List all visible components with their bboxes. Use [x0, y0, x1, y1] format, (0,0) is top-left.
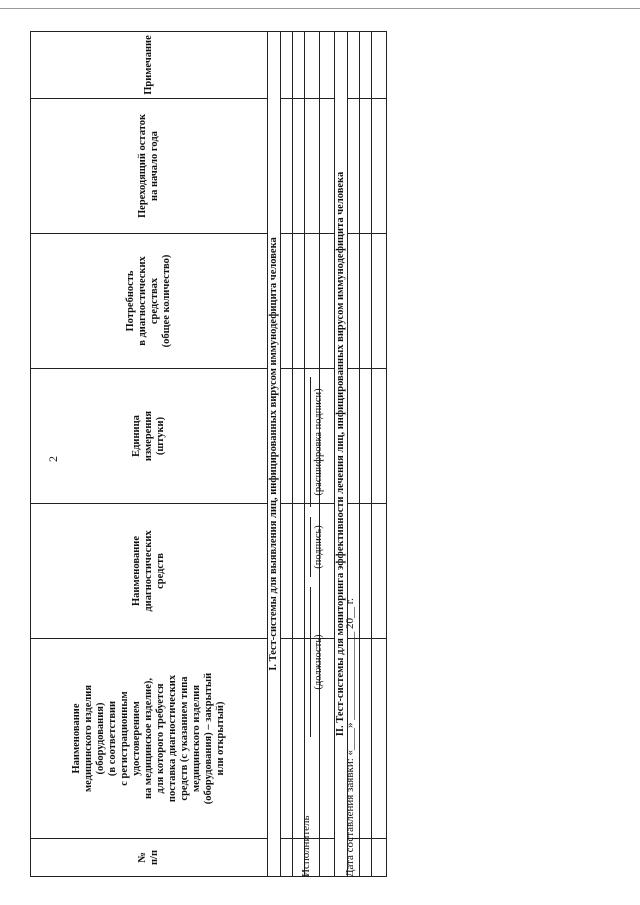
rotated-form-sheet	[30, 32, 390, 877]
col-header-unit: Единица измерения (штуки)	[31, 369, 268, 504]
page-number: 2	[46, 456, 60, 462]
position-slot: (должность)	[310, 587, 324, 737]
header-row	[31, 32, 268, 877]
signature-slot: (подпись)	[310, 517, 324, 577]
decoding-slot: (расшифровка подписи)	[310, 377, 324, 507]
col-header-number: № п/п	[31, 839, 268, 877]
col-header-note: Примечание	[31, 32, 268, 99]
section-title-2: II. Тест-системы для мониторинга эффективности лечения лиц, инфицированных вирусом иммунодефицита человека	[335, 32, 348, 877]
section-row-1	[268, 32, 281, 877]
executor-label: Исполнитель	[300, 815, 312, 877]
date-line: Дата составления заявки: «____» ________________ 20__ г.	[344, 598, 356, 877]
signature-row	[300, 32, 340, 877]
col-header-diagnostic-name: Наименование диагностических средств	[31, 504, 268, 639]
signature-block	[292, 32, 390, 877]
col-header-carryover: Переходящий остаток на начало года	[31, 99, 268, 234]
col-header-demand: Потребность в диагностических средствах (общее количество)	[31, 234, 268, 369]
top-rule	[0, 8, 640, 9]
table-row	[281, 32, 293, 877]
col-header-device-name: Наименование медицинского изделия (оборудования) (в соответствии с регистрационным удостоверением на медицинское изделие), для которого требуется поставка диагностических средств (с указанием типа медицинского изделия (оборудования) – закрытый или открытый)	[31, 639, 268, 839]
section-title-1: I. Тест-системы для выявления лиц, инфицированных вирусом иммунодефицита человека	[268, 32, 281, 877]
